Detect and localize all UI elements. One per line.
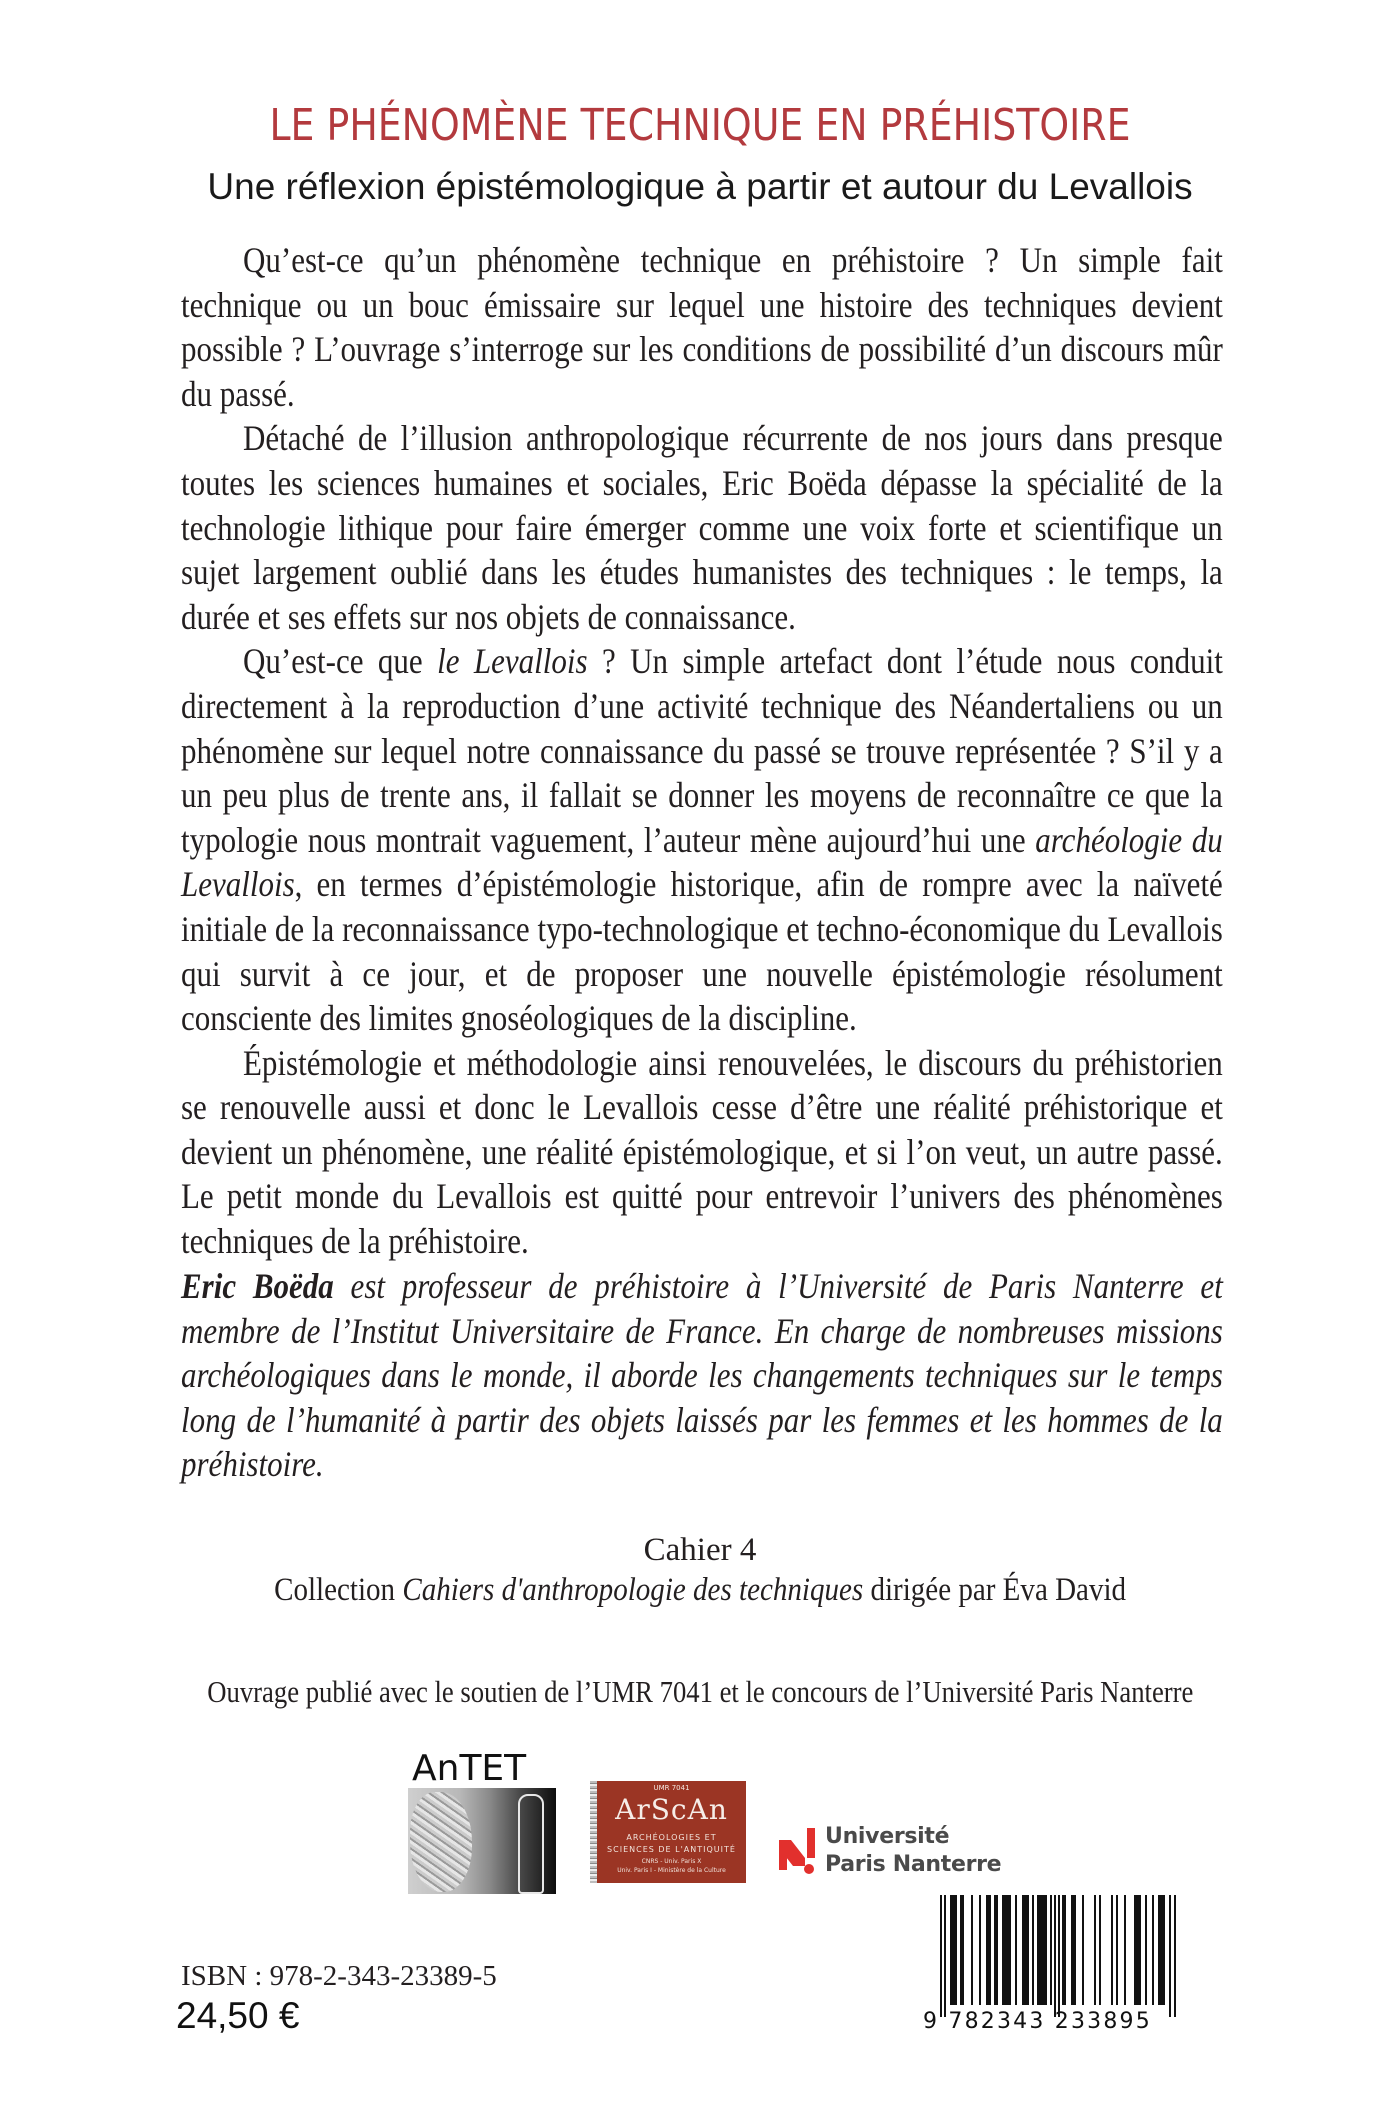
barcode-digits: 9 782343 233895 — [923, 2009, 1152, 2034]
antet-logo-label: AnTET — [412, 1748, 527, 1789]
support-note — [0, 1674, 1400, 1710]
arscan-umr: UMR 7041 — [653, 1784, 690, 1792]
blurb-p3-emphasis-2: archéologie du Levallois — [181, 819, 1223, 905]
paris-nanterre-logo — [779, 1822, 1009, 1884]
collection-name: Cahiers d'anthropologie des techniques — [402, 1572, 864, 1608]
antet-logo — [408, 1748, 556, 1894]
nanterre-line-2: Paris Nanterre — [825, 1852, 1002, 1877]
arscan-line-2: SCIENCES DE L'ANTIQUITÉ — [607, 1845, 736, 1854]
blurb-paragraph-4: Épistémologie et méthodologie ainsi renouvelées, le discours du préhistorien se renouvelle aussi et donc le Levallois cesse d’être une réalité préhistorique et devient un phénomène, une réalité épistémologique, et si l’on veut, un autre passé. Le petit monde du Levallois est quitté pour entrevoir l’univers des phénomènes techniques de la préhistoire. — [181, 1042, 1223, 1262]
blurb-p3-mid: ? Un simple artefact dont l’étude nous conduit directement à la reproduction d’une activité technique des Néandertaliens ou un phénomène sur lequel notre connaissance du passé se trouve représentée ? S’il y a un peu plus de trente ans, il fallait se donner les moyens de reconnaître ce que la typologie nous montrait vaguement, l’auteur mène aujourd’hui une — [181, 641, 1223, 860]
author-bio-text: est professeur de préhistoire à l’Université de Paris Nanterre et membre de l’Institut Universitaire de France. En charge de nombreuses missions archéologiques dans le monde, il aborde les changements techniques sur le temps long de l’humanité à partir des objets laissés par les femmes et les hommes de la préhistoire. — [181, 1266, 1223, 1485]
book-subtitle: Une réflexion épistémologique à partir et autour du Levallois — [207, 166, 1193, 207]
support-note-text: Ouvrage publié avec le soutien de l’UMR 7041 et le concours de l’Université Paris Nanterre — [206, 1674, 1194, 1709]
book-title: LE PHÉNOMÈNE TECHNIQUE EN PRÉHISTOIRE — [269, 100, 1131, 151]
blurb-p3-emphasis-1: le Levallois — [437, 641, 588, 682]
arscan-line-3: CNRS - Univ. Paris X — [641, 1858, 702, 1865]
arscan-line-4: Univ. Paris I - Ministère de la Culture — [617, 1867, 726, 1874]
blurb-p3-post: , en termes d’épistémologie historique, afin de rompre avec la naïveté initiale de la reconnaissance typo-technologique et techno-économique du Levallois qui survit à ce jour, et de proposer une nouvelle épistémologie résolument consciente des limites gnoséologiques de la discipline. — [181, 864, 1223, 1039]
blurb-paragraph-3 — [181, 639, 1223, 1040]
collection-prefix: Collection — [274, 1572, 403, 1608]
nanterre-n-mark-icon — [779, 1826, 819, 1876]
isbn-number: ISBN : 978-2-343-23389-5 — [181, 1960, 497, 1992]
arscan-name: ArScAn — [615, 1793, 728, 1826]
book-price: 24,50 € — [176, 1995, 300, 2036]
cahier-number: Cahier 4 — [643, 1532, 757, 1568]
collection-line — [0, 1570, 1400, 1610]
isbn-barcode — [923, 1895, 1185, 2035]
collection-editor: dirigée par Éva David — [863, 1572, 1126, 1608]
nanterre-line-1: Université — [825, 1824, 950, 1849]
blurb-p3-pre: Qu’est-ce que — [242, 641, 438, 682]
arscan-texture-strip — [590, 1781, 597, 1883]
blurb-paragraph-2: Détaché de l’illusion anthropologique récurrente de nos jours dans presque toutes les sciences humaines et sociales, Eric Boëda dépasse la spécialité de la technologie lithique pour faire émerger comme une voix forte et scientifique un sujet largement oublié dans les études humanistes des techniques : le temps, la durée et ses effets sur nos objets de connaissance. — [181, 418, 1223, 637]
barcode-bars — [940, 1895, 1178, 2017]
series-info — [0, 1530, 1400, 1610]
arscan-logo — [590, 1781, 746, 1883]
stone-tool-icon — [410, 1792, 472, 1892]
author-name: Eric Boëda — [181, 1266, 334, 1306]
author-bio — [181, 1264, 1223, 1487]
arscan-line-1: ARCHÉOLOGIES ET — [626, 1833, 717, 1842]
blurb-paragraph-1: Qu’est-ce qu’un phénomène technique en préhistoire ? Un simple fait technique ou un bouc émissaire sur lequel une histoire des techniques devient possible ? L’ouvrage s’interroge sur les conditions de possibilité d’un discours mûr du passé. — [181, 240, 1223, 414]
human-figure-icon — [518, 1794, 544, 1894]
blurb — [181, 238, 1223, 1264]
